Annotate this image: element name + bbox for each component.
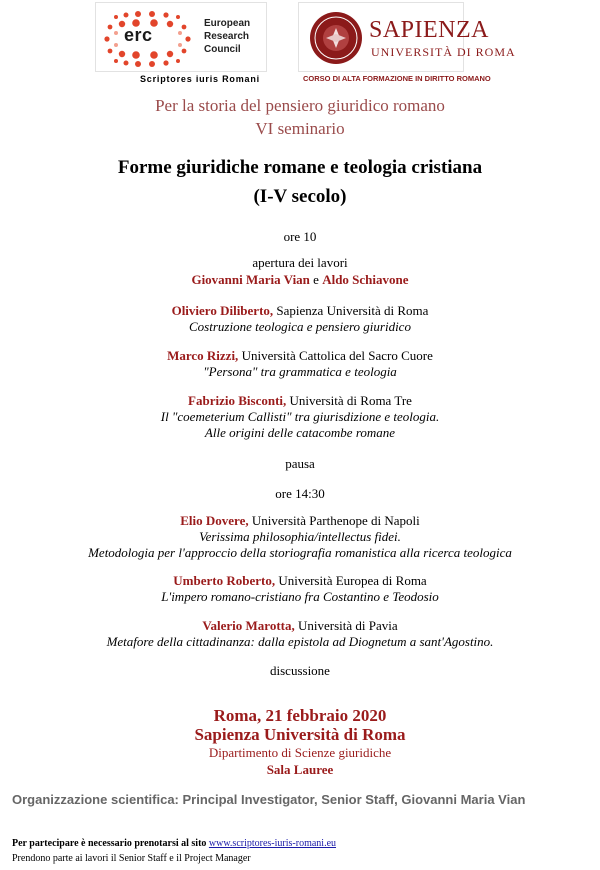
sapienza-logo bbox=[298, 2, 516, 72]
erc-name-line-3: Council bbox=[204, 44, 241, 55]
booking-link[interactable]: www.scriptores-iuris-romani.eu bbox=[208, 838, 337, 849]
booking-text: Per partecipare è necessario prenotarsi al sito bbox=[12, 838, 209, 849]
talk-marotta bbox=[0, 618, 600, 634]
event-date: Roma, 21 febbraio 2020 bbox=[213, 706, 387, 725]
erc-name bbox=[204, 17, 250, 56]
sapienza-name: SAPIENZA bbox=[369, 17, 490, 43]
talk-bisconti bbox=[0, 393, 600, 409]
morning-time: ore 10 bbox=[283, 229, 317, 244]
discussion-label: discussione bbox=[270, 663, 330, 678]
speaker-name: Umberto Roberto, bbox=[173, 573, 276, 588]
opening-and: e bbox=[309, 272, 323, 287]
speaker-name: Marco Rizzi, bbox=[167, 348, 239, 363]
speaker-name: Elio Dovere, bbox=[180, 513, 249, 528]
erc-name-line-1: European bbox=[204, 18, 251, 29]
erc-logo bbox=[95, 2, 267, 72]
sapienza-subtitle: UNIVERSITÀ DI ROMA bbox=[371, 45, 516, 59]
talk-title: L'impero romano-cristiano fra Costantino e Teodosio bbox=[161, 589, 439, 604]
speaker-affiliation: Università di Roma Tre bbox=[286, 393, 412, 408]
speaker-name: Valerio Marotta, bbox=[202, 618, 295, 633]
opening-label: apertura dei lavori bbox=[252, 255, 348, 270]
series-line-2: VI seminario bbox=[255, 119, 345, 138]
series-line-1: Per la storia del pensiero giuridico romano bbox=[155, 96, 445, 115]
speaker-affiliation: Università Cattolica del Sacro Cuore bbox=[238, 348, 433, 363]
talk-title-line-2: Alle origini delle catacombe romane bbox=[204, 425, 396, 440]
pause-label: pausa bbox=[285, 456, 315, 471]
scriptores-caption: Scriptores iuris Romani bbox=[140, 74, 260, 84]
talk-title: "Persona" tra grammatica e teologia bbox=[203, 364, 397, 379]
venue-room: Sala Lauree bbox=[266, 762, 334, 777]
afternoon-time: ore 14:30 bbox=[275, 486, 325, 501]
speaker-name: Fabrizio Bisconti, bbox=[188, 393, 287, 408]
opening-speaker-2: Aldo Schiavone bbox=[322, 272, 409, 287]
speaker-affiliation: Università di Pavia bbox=[294, 618, 398, 633]
speaker-affiliation: Università Europea di Roma bbox=[275, 573, 427, 588]
erc-wordmark: erc bbox=[124, 25, 153, 45]
venue-university: Sapienza Università di Roma bbox=[194, 725, 406, 744]
talk-diliberto bbox=[0, 303, 600, 319]
talk-title-line-1: Il "coemeterium Callisti" tra giurisdizione e teologia. bbox=[160, 409, 440, 424]
footer-note: Prendono parte ai lavori il Senior Staff e il Project Manager bbox=[12, 853, 251, 864]
erc-name-line-2: Research bbox=[204, 31, 250, 42]
booking-line bbox=[12, 838, 336, 849]
talk-title-line-1: Verissima philosophia/intellectus fidei. bbox=[199, 529, 401, 544]
talk-dovere bbox=[0, 513, 600, 529]
seminar-period: (I-V secolo) bbox=[253, 186, 347, 207]
talk-roberto bbox=[0, 573, 600, 589]
talk-rizzi bbox=[0, 348, 600, 364]
sapienza-seal-icon bbox=[309, 11, 363, 65]
speaker-affiliation: Università Parthenope di Napoli bbox=[248, 513, 420, 528]
seminar-title: Forme giuridiche romane e teologia cristiana bbox=[117, 157, 483, 178]
talk-title: Costruzione teologica e pensiero giuridico bbox=[189, 319, 411, 334]
speaker-affiliation: Sapienza Università di Roma bbox=[273, 303, 429, 318]
talk-title-line-2: Metodologia per l'approccio della storiografia romanistica alla ricerca teologica bbox=[88, 545, 512, 560]
organization-line: Organizzazione scientifica: Principal Investigator, Senior Staff, Giovanni Maria Vian bbox=[12, 792, 526, 807]
corso-caption: CORSO DI ALTA FORMAZIONE IN DIRITTO ROMANO bbox=[303, 74, 491, 83]
talk-title: Metafore della cittadinanza: dalla epistola ad Diognetum a sant'Agostino. bbox=[106, 634, 494, 649]
opening-speaker-1: Giovanni Maria Vian bbox=[191, 272, 310, 287]
speaker-name: Oliviero Diliberto, bbox=[171, 303, 274, 318]
opening-speakers bbox=[0, 272, 600, 288]
venue-department: Dipartimento di Scienze giuridiche bbox=[208, 745, 392, 760]
